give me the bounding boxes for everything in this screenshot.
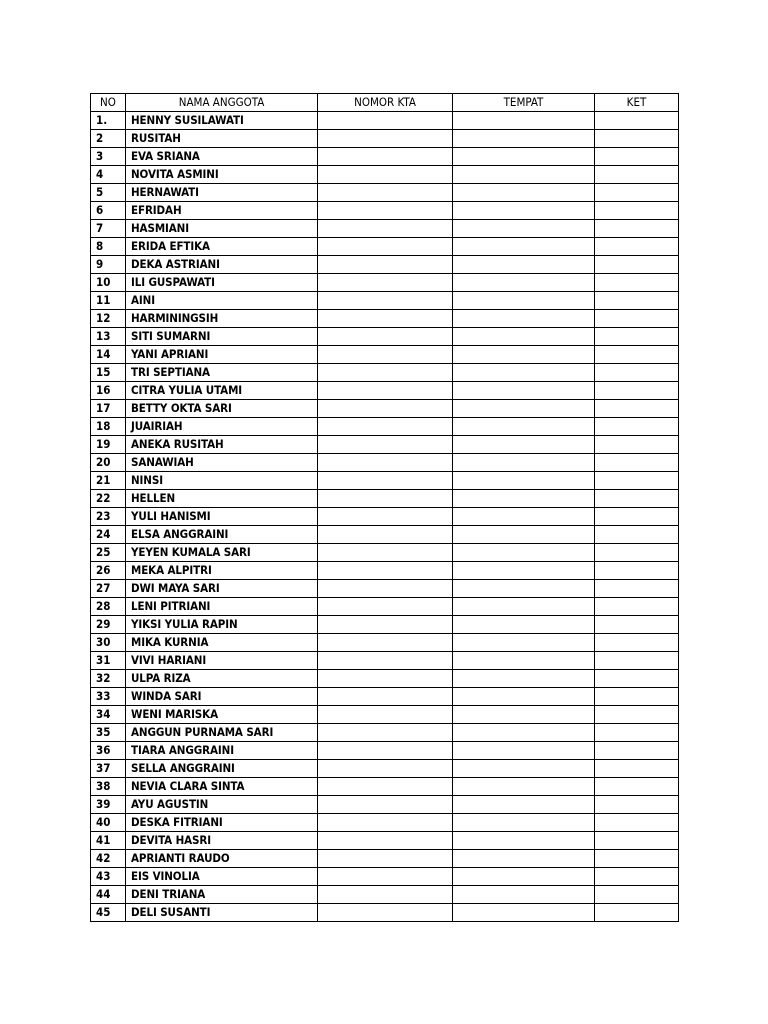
member-name: HELLEN [126, 490, 318, 508]
kta-number-cell [318, 544, 453, 562]
member-number: 40 [91, 814, 126, 832]
tempat-cell [453, 418, 595, 436]
member-number: 7 [91, 220, 126, 238]
member-name: TRI SEPTIANA [126, 364, 318, 382]
member-number: 12 [91, 310, 126, 328]
table-row [91, 652, 679, 670]
member-number: 3 [91, 148, 126, 166]
table-row [91, 886, 679, 904]
member-number: 8 [91, 238, 126, 256]
member-name: EVA SRIANA [126, 148, 318, 166]
member-number: 9 [91, 256, 126, 274]
kta-number-cell [318, 814, 453, 832]
tempat-cell [453, 706, 595, 724]
member-name: APRIANTI RAUDO [126, 850, 318, 868]
table-row [91, 544, 679, 562]
kta-number-cell [318, 796, 453, 814]
tempat-cell [453, 760, 595, 778]
tempat-cell [453, 166, 595, 184]
ket-cell [595, 220, 679, 238]
member-name: RUSITAH [126, 130, 318, 148]
kta-number-cell [318, 850, 453, 868]
table-row [91, 724, 679, 742]
header-name: NAMA ANGGOTA [126, 94, 318, 112]
tempat-cell [453, 634, 595, 652]
member-number: 2 [91, 130, 126, 148]
member-name: NOVITA ASMINI [126, 166, 318, 184]
table-row [91, 760, 679, 778]
table-body [91, 112, 679, 922]
tempat-cell [453, 724, 595, 742]
member-name: YULI HANISMI [126, 508, 318, 526]
ket-cell [595, 328, 679, 346]
ket-cell [595, 418, 679, 436]
table-row [91, 562, 679, 580]
member-name: DEKA ASTRIANI [126, 256, 318, 274]
ket-cell [595, 310, 679, 328]
table-row [91, 868, 679, 886]
member-number: 11 [91, 292, 126, 310]
tempat-cell [453, 292, 595, 310]
header-tempat: TEMPAT [453, 94, 595, 112]
table-row [91, 670, 679, 688]
ket-cell [595, 886, 679, 904]
tempat-cell [453, 148, 595, 166]
tempat-cell [453, 886, 595, 904]
member-number: 26 [91, 562, 126, 580]
member-name: MEKA ALPITRI [126, 562, 318, 580]
table-row [91, 310, 679, 328]
table-row [91, 814, 679, 832]
member-name: HARMININGSIH [126, 310, 318, 328]
table-row [91, 418, 679, 436]
kta-number-cell [318, 886, 453, 904]
member-number: 27 [91, 580, 126, 598]
table-row [91, 130, 679, 148]
member-number: 35 [91, 724, 126, 742]
tempat-cell [453, 274, 595, 292]
member-number: 4 [91, 166, 126, 184]
table-row [91, 778, 679, 796]
kta-number-cell [318, 256, 453, 274]
ket-cell [595, 508, 679, 526]
tempat-cell [453, 814, 595, 832]
kta-number-cell [318, 598, 453, 616]
member-number: 29 [91, 616, 126, 634]
member-name: LENI PITRIANI [126, 598, 318, 616]
kta-number-cell [318, 670, 453, 688]
tempat-cell [453, 742, 595, 760]
member-name: HENNY SUSILAWATI [126, 112, 318, 130]
table-row [91, 490, 679, 508]
header-row [91, 94, 679, 112]
member-name: NEVIA CLARA SINTA [126, 778, 318, 796]
member-number: 39 [91, 796, 126, 814]
kta-number-cell [318, 310, 453, 328]
member-name: ERIDA EFTIKA [126, 238, 318, 256]
tempat-cell [453, 544, 595, 562]
table-row [91, 166, 679, 184]
tempat-cell [453, 472, 595, 490]
tempat-cell [453, 184, 595, 202]
tempat-cell [453, 598, 595, 616]
ket-cell [595, 778, 679, 796]
table-row [91, 526, 679, 544]
member-name: SITI SUMARNI [126, 328, 318, 346]
member-name: DWI MAYA SARI [126, 580, 318, 598]
ket-cell [595, 760, 679, 778]
kta-number-cell [318, 166, 453, 184]
member-number: 24 [91, 526, 126, 544]
table-row [91, 346, 679, 364]
tempat-cell [453, 202, 595, 220]
ket-cell [595, 868, 679, 886]
table-row [91, 832, 679, 850]
ket-cell [595, 454, 679, 472]
kta-number-cell [318, 454, 453, 472]
member-number: 42 [91, 850, 126, 868]
member-name: VIVI HARIANI [126, 652, 318, 670]
member-number: 31 [91, 652, 126, 670]
ket-cell [595, 364, 679, 382]
tempat-cell [453, 562, 595, 580]
member-number: 43 [91, 868, 126, 886]
ket-cell [595, 904, 679, 922]
table-row [91, 850, 679, 868]
member-number: 21 [91, 472, 126, 490]
table-header [91, 94, 679, 112]
member-list-sheet [90, 93, 678, 922]
member-name: BETTY OKTA SARI [126, 400, 318, 418]
ket-cell [595, 832, 679, 850]
kta-number-cell [318, 832, 453, 850]
ket-cell [595, 598, 679, 616]
tempat-cell [453, 778, 595, 796]
tempat-cell [453, 310, 595, 328]
ket-cell [595, 238, 679, 256]
tempat-cell [453, 400, 595, 418]
table-row [91, 508, 679, 526]
kta-number-cell [318, 274, 453, 292]
ket-cell [595, 184, 679, 202]
member-name: WINDA SARI [126, 688, 318, 706]
member-name: ILI GUSPAWATI [126, 274, 318, 292]
ket-cell [595, 400, 679, 418]
member-name: YEYEN KUMALA SARI [126, 544, 318, 562]
kta-number-cell [318, 148, 453, 166]
member-name: JUAIRIAH [126, 418, 318, 436]
ket-cell [595, 814, 679, 832]
member-name: ULPA RIZA [126, 670, 318, 688]
member-number: 38 [91, 778, 126, 796]
header-ket: KET [595, 94, 679, 112]
member-name: WENI MARISKA [126, 706, 318, 724]
kta-number-cell [318, 742, 453, 760]
member-number: 34 [91, 706, 126, 724]
tempat-cell [453, 130, 595, 148]
tempat-cell [453, 652, 595, 670]
tempat-cell [453, 328, 595, 346]
header-kta: NOMOR KTA [318, 94, 453, 112]
tempat-cell [453, 220, 595, 238]
tempat-cell [453, 346, 595, 364]
member-number: 36 [91, 742, 126, 760]
member-table [90, 93, 679, 922]
tempat-cell [453, 580, 595, 598]
ket-cell [595, 706, 679, 724]
member-name: SELLA ANGGRAINI [126, 760, 318, 778]
member-number: 5 [91, 184, 126, 202]
member-number: 23 [91, 508, 126, 526]
tempat-cell [453, 490, 595, 508]
ket-cell [595, 274, 679, 292]
ket-cell [595, 670, 679, 688]
table-row [91, 112, 679, 130]
member-name: EFRIDAH [126, 202, 318, 220]
member-name: YIKSI YULIA RAPIN [126, 616, 318, 634]
kta-number-cell [318, 526, 453, 544]
kta-number-cell [318, 436, 453, 454]
ket-cell [595, 724, 679, 742]
table-row [91, 742, 679, 760]
tempat-cell [453, 904, 595, 922]
member-number: 28 [91, 598, 126, 616]
member-name: EIS VINOLIA [126, 868, 318, 886]
kta-number-cell [318, 616, 453, 634]
ket-cell [595, 292, 679, 310]
kta-number-cell [318, 346, 453, 364]
kta-number-cell [318, 328, 453, 346]
tempat-cell [453, 688, 595, 706]
member-number: 1. [91, 112, 126, 130]
tempat-cell [453, 382, 595, 400]
table-row [91, 328, 679, 346]
member-number: 18 [91, 418, 126, 436]
tempat-cell [453, 256, 595, 274]
tempat-cell [453, 670, 595, 688]
kta-number-cell [318, 382, 453, 400]
member-number: 44 [91, 886, 126, 904]
tempat-cell [453, 436, 595, 454]
tempat-cell [453, 364, 595, 382]
tempat-cell [453, 832, 595, 850]
kta-number-cell [318, 508, 453, 526]
kta-number-cell [318, 778, 453, 796]
member-number: 13 [91, 328, 126, 346]
tempat-cell [453, 238, 595, 256]
table-row [91, 184, 679, 202]
tempat-cell [453, 868, 595, 886]
ket-cell [595, 850, 679, 868]
tempat-cell [453, 526, 595, 544]
ket-cell [595, 166, 679, 184]
ket-cell [595, 562, 679, 580]
member-number: 41 [91, 832, 126, 850]
ket-cell [595, 130, 679, 148]
member-number: 17 [91, 400, 126, 418]
ket-cell [595, 616, 679, 634]
ket-cell [595, 652, 679, 670]
table-row [91, 148, 679, 166]
ket-cell [595, 202, 679, 220]
ket-cell [595, 796, 679, 814]
member-number: 10 [91, 274, 126, 292]
kta-number-cell [318, 400, 453, 418]
member-name: HERNAWATI [126, 184, 318, 202]
ket-cell [595, 436, 679, 454]
member-name: SANAWIAH [126, 454, 318, 472]
ket-cell [595, 346, 679, 364]
ket-cell [595, 688, 679, 706]
kta-number-cell [318, 292, 453, 310]
kta-number-cell [318, 490, 453, 508]
member-number: 19 [91, 436, 126, 454]
table-row [91, 796, 679, 814]
member-name: HASMIANI [126, 220, 318, 238]
member-name: ELSA ANGGRAINI [126, 526, 318, 544]
member-name: AYU AGUSTIN [126, 796, 318, 814]
member-number: 20 [91, 454, 126, 472]
kta-number-cell [318, 652, 453, 670]
table-row [91, 616, 679, 634]
kta-number-cell [318, 130, 453, 148]
ket-cell [595, 148, 679, 166]
member-number: 6 [91, 202, 126, 220]
ket-cell [595, 490, 679, 508]
member-number: 45 [91, 904, 126, 922]
kta-number-cell [318, 184, 453, 202]
kta-number-cell [318, 472, 453, 490]
member-name: DENI TRIANA [126, 886, 318, 904]
table-row [91, 454, 679, 472]
tempat-cell [453, 850, 595, 868]
member-name: ANGGUN PURNAMA SARI [126, 724, 318, 742]
table-row [91, 364, 679, 382]
table-row [91, 688, 679, 706]
table-row [91, 220, 679, 238]
header-no: NO [91, 94, 126, 112]
member-name: NINSI [126, 472, 318, 490]
tempat-cell [453, 112, 595, 130]
table-row [91, 634, 679, 652]
table-row [91, 256, 679, 274]
member-number: 16 [91, 382, 126, 400]
table-row [91, 382, 679, 400]
ket-cell [595, 742, 679, 760]
member-name: TIARA ANGGRAINI [126, 742, 318, 760]
table-row [91, 400, 679, 418]
member-number: 14 [91, 346, 126, 364]
kta-number-cell [318, 634, 453, 652]
member-number: 25 [91, 544, 126, 562]
ket-cell [595, 580, 679, 598]
table-row [91, 202, 679, 220]
ket-cell [595, 112, 679, 130]
member-number: 32 [91, 670, 126, 688]
ket-cell [595, 526, 679, 544]
kta-number-cell [318, 220, 453, 238]
table-row [91, 274, 679, 292]
kta-number-cell [318, 760, 453, 778]
kta-number-cell [318, 904, 453, 922]
kta-number-cell [318, 364, 453, 382]
ket-cell [595, 544, 679, 562]
member-name: DELI SUSANTI [126, 904, 318, 922]
kta-number-cell [318, 112, 453, 130]
member-number: 15 [91, 364, 126, 382]
member-number: 22 [91, 490, 126, 508]
tempat-cell [453, 508, 595, 526]
kta-number-cell [318, 202, 453, 220]
table-row [91, 706, 679, 724]
table-row [91, 580, 679, 598]
member-name: CITRA YULIA UTAMI [126, 382, 318, 400]
kta-number-cell [318, 688, 453, 706]
ket-cell [595, 256, 679, 274]
tempat-cell [453, 616, 595, 634]
tempat-cell [453, 454, 595, 472]
member-name: YANI APRIANI [126, 346, 318, 364]
kta-number-cell [318, 562, 453, 580]
member-number: 30 [91, 634, 126, 652]
table-row [91, 292, 679, 310]
ket-cell [595, 472, 679, 490]
kta-number-cell [318, 238, 453, 256]
table-row [91, 436, 679, 454]
member-name: ANEKA RUSITAH [126, 436, 318, 454]
tempat-cell [453, 796, 595, 814]
kta-number-cell [318, 418, 453, 436]
table-row [91, 904, 679, 922]
kta-number-cell [318, 724, 453, 742]
member-name: DESKA FITRIANI [126, 814, 318, 832]
member-number: 33 [91, 688, 126, 706]
ket-cell [595, 634, 679, 652]
table-row [91, 472, 679, 490]
kta-number-cell [318, 706, 453, 724]
member-name: DEVITA HASRI [126, 832, 318, 850]
ket-cell [595, 382, 679, 400]
member-name: MIKA KURNIA [126, 634, 318, 652]
kta-number-cell [318, 868, 453, 886]
kta-number-cell [318, 580, 453, 598]
table-row [91, 238, 679, 256]
member-number: 37 [91, 760, 126, 778]
member-name: AINI [126, 292, 318, 310]
table-row [91, 598, 679, 616]
